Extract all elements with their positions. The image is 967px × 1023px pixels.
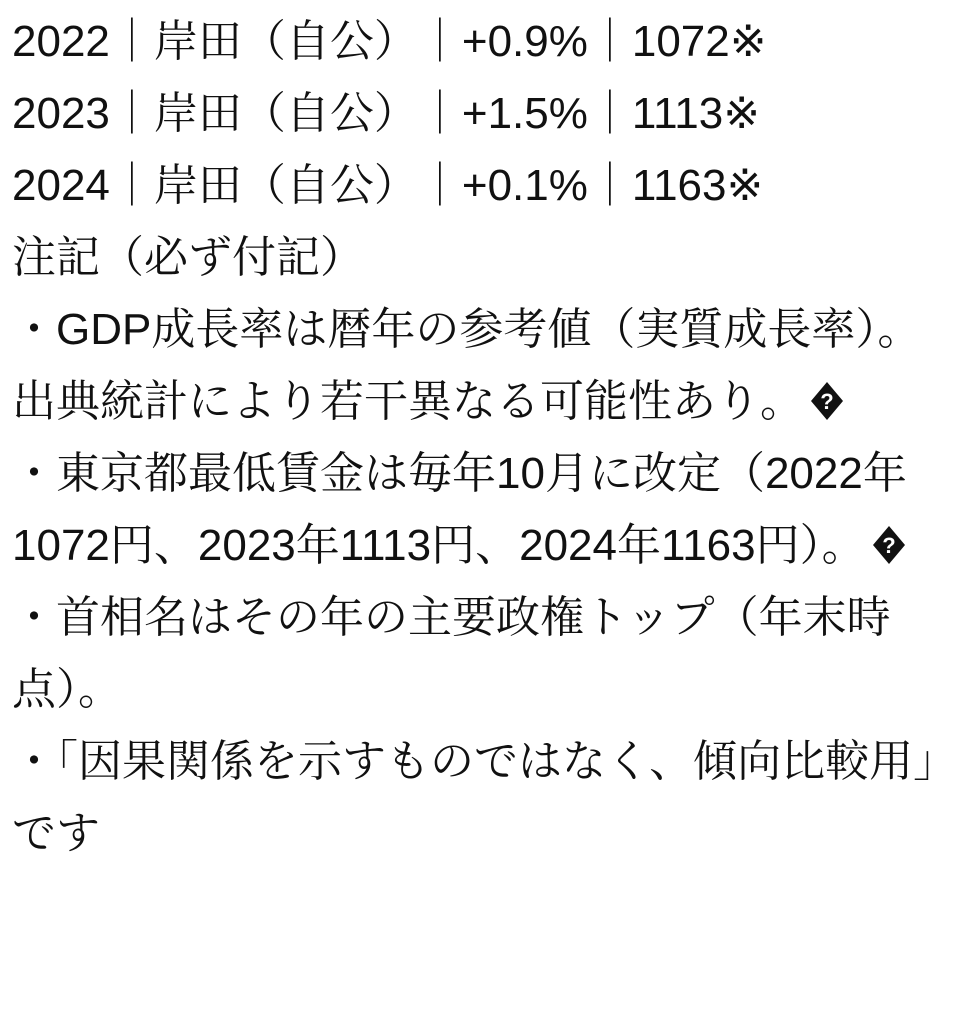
notes-heading: 注記（必ず付記）	[12, 233, 364, 282]
svg-text:?: ?	[820, 389, 834, 414]
note-item	[12, 438, 959, 582]
note-item	[12, 294, 959, 438]
note-text: ・「因果関係を示すものではなく、傾向比較用」です	[12, 737, 958, 858]
note-text: ・東京都最低賃金は毎年10月に改定（2022年1072円、2023年1113円、2024年1163円）。	[12, 449, 907, 570]
svg-text:?: ?	[881, 533, 896, 558]
note-text: ・GDP成長率は暦年の参考値（実質成長率）。出典統計により若干異なる可能性あり。	[12, 305, 922, 426]
note-item	[12, 582, 959, 726]
table-row: 2023｜岸田（自公）｜+1.5%｜1113※	[12, 89, 761, 138]
table-row: 2024｜岸田（自公）｜+0.1%｜1163※	[12, 161, 764, 210]
note-item	[12, 726, 959, 870]
replacement-character-icon	[872, 525, 906, 565]
note-text: ・首相名はその年の主要政権トップ（年末時点）。	[12, 593, 891, 714]
replacement-character-icon	[810, 381, 844, 421]
table-row: 2022｜岸田（自公）｜+0.9%｜1072※	[12, 17, 767, 66]
